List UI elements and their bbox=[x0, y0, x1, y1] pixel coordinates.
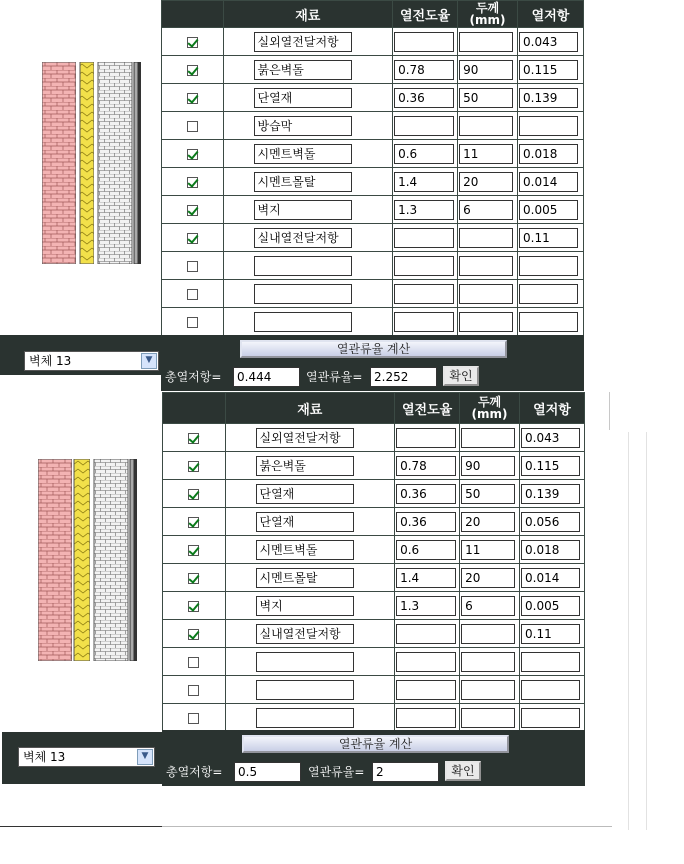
thickness-field-cell bbox=[458, 308, 518, 336]
resistance-field-cell bbox=[518, 224, 584, 252]
checkbox-cell bbox=[163, 648, 226, 676]
conductivity-field-cell bbox=[393, 84, 458, 112]
thickness-field-cell bbox=[458, 140, 518, 168]
thickness-field-cell bbox=[458, 224, 518, 252]
header-thickness-unit: (mm) bbox=[469, 13, 506, 27]
conductivity-field[interactable]: 0.36 bbox=[396, 512, 456, 532]
table-row bbox=[163, 508, 585, 536]
confirm-button[interactable]: 확인 bbox=[443, 366, 479, 386]
wall-layers-graphic bbox=[38, 459, 142, 661]
checkbox-cell bbox=[162, 84, 224, 112]
table-row bbox=[163, 536, 585, 564]
header-check bbox=[163, 393, 226, 424]
material-field-cell bbox=[225, 564, 395, 592]
resistance-field[interactable]: 0.018 bbox=[519, 144, 578, 164]
resistance-field[interactable]: 0.043 bbox=[519, 32, 578, 52]
thickness-field[interactable]: 20 bbox=[461, 568, 515, 588]
checkbox-cell bbox=[163, 620, 226, 648]
resistance-field-cell bbox=[518, 252, 584, 280]
resistance-field-cell bbox=[520, 480, 585, 508]
resistance-field-cell bbox=[518, 56, 584, 84]
thickness-field-cell bbox=[458, 196, 518, 224]
table-row bbox=[162, 56, 584, 84]
material-field[interactable]: 시멘트몰탈 bbox=[256, 568, 354, 588]
table-row bbox=[162, 28, 584, 56]
resistance-field[interactable]: 0.115 bbox=[521, 456, 580, 476]
resistance-field[interactable] bbox=[521, 708, 580, 728]
layer-checkbox[interactable] bbox=[188, 713, 199, 724]
layer-checkbox[interactable] bbox=[188, 601, 199, 612]
table-row bbox=[163, 480, 585, 508]
conductivity-field[interactable] bbox=[396, 680, 456, 700]
thickness-field-cell bbox=[460, 676, 520, 704]
table-header-row bbox=[162, 1, 584, 28]
conductivity-field-cell bbox=[393, 308, 458, 336]
table-row bbox=[163, 424, 585, 452]
thickness-field[interactable] bbox=[459, 32, 513, 52]
material-field-cell bbox=[225, 648, 395, 676]
conductivity-field-cell bbox=[393, 112, 458, 140]
u-value-field[interactable]: 2 bbox=[372, 762, 439, 782]
conductivity-field-cell bbox=[393, 224, 458, 252]
resistance-field[interactable]: 0.014 bbox=[519, 172, 578, 192]
thickness-field[interactable]: 20 bbox=[461, 512, 515, 532]
material-field[interactable]: 벽지 bbox=[254, 200, 352, 220]
checkbox-cell bbox=[163, 676, 226, 704]
conductivity-field[interactable] bbox=[396, 652, 456, 672]
conductivity-field[interactable] bbox=[396, 708, 456, 728]
conductivity-field[interactable]: 1.3 bbox=[396, 596, 456, 616]
resistance-field-cell bbox=[518, 112, 584, 140]
material-field[interactable]: 단열재 bbox=[256, 512, 354, 532]
layer-checkbox[interactable] bbox=[187, 317, 198, 328]
checkbox-cell bbox=[162, 280, 224, 308]
conductivity-field-cell bbox=[393, 196, 458, 224]
resistance-field[interactable]: 0.115 bbox=[519, 60, 578, 80]
layer-checkbox[interactable] bbox=[187, 65, 198, 76]
material-field-cell bbox=[223, 140, 393, 168]
layer-checkbox[interactable] bbox=[188, 629, 199, 640]
wall-layers-graphic bbox=[42, 62, 146, 264]
resistance-field-cell bbox=[520, 452, 585, 480]
checkbox-cell bbox=[162, 196, 224, 224]
resistance-field-cell bbox=[518, 168, 584, 196]
chevron-down-icon[interactable]: ▼ bbox=[141, 353, 157, 369]
conductivity-field-cell bbox=[395, 620, 460, 648]
material-field[interactable]: 단열재 bbox=[256, 484, 354, 504]
checkbox-cell bbox=[162, 28, 224, 56]
layer-checkbox[interactable] bbox=[187, 37, 198, 48]
wall-type-select[interactable] bbox=[18, 747, 155, 767]
layer-checkbox[interactable] bbox=[187, 121, 198, 132]
material-field[interactable]: 실내열전달저항 bbox=[256, 624, 354, 644]
resistance-field-cell bbox=[520, 508, 585, 536]
conductivity-field-cell bbox=[393, 168, 458, 196]
conductivity-field-cell bbox=[393, 28, 458, 56]
resistance-field[interactable]: 0.005 bbox=[521, 596, 580, 616]
checkbox-cell bbox=[162, 56, 224, 84]
material-field-cell bbox=[223, 56, 393, 84]
conductivity-field-cell bbox=[393, 140, 458, 168]
material-field-cell bbox=[223, 84, 393, 112]
conductivity-field[interactable] bbox=[394, 312, 454, 332]
conductivity-field[interactable]: 0.36 bbox=[396, 484, 456, 504]
table-row bbox=[163, 676, 585, 704]
thickness-field-cell bbox=[458, 168, 518, 196]
material-field[interactable]: 붉은벽돌 bbox=[254, 60, 352, 80]
resistance-field-cell bbox=[520, 424, 585, 452]
u-value-label: 열관류율= bbox=[306, 370, 363, 384]
resistance-field[interactable]: 0.043 bbox=[521, 428, 580, 448]
thickness-field[interactable]: 50 bbox=[461, 484, 515, 504]
resistance-field[interactable]: 0.11 bbox=[519, 228, 578, 248]
header-thickness-label: 두께 bbox=[475, 1, 500, 15]
resistance-field-cell bbox=[520, 676, 585, 704]
conductivity-field-cell bbox=[395, 564, 460, 592]
checkbox-cell bbox=[163, 508, 226, 536]
u-value-label: 열관류율= bbox=[308, 765, 365, 779]
checkbox-cell bbox=[162, 168, 224, 196]
header-thickness-label: 두께 bbox=[477, 395, 502, 409]
resistance-field-cell bbox=[520, 592, 585, 620]
layer-checkbox[interactable] bbox=[188, 433, 199, 444]
thickness-field[interactable]: 20 bbox=[459, 172, 513, 192]
conductivity-field[interactable]: 0.78 bbox=[394, 60, 454, 80]
resistance-field[interactable]: 0.139 bbox=[519, 88, 578, 108]
layer-checkbox[interactable] bbox=[188, 517, 199, 528]
header-check bbox=[162, 1, 224, 28]
material-field-cell bbox=[225, 676, 395, 704]
material-field[interactable] bbox=[256, 680, 354, 700]
conductivity-field-cell bbox=[395, 536, 460, 564]
material-field-cell bbox=[225, 452, 395, 480]
layer-checkbox[interactable] bbox=[188, 461, 199, 472]
material-field-cell bbox=[225, 592, 395, 620]
calc-u-value-button[interactable]: 열관류율 계산 bbox=[242, 735, 509, 753]
conductivity-field-cell bbox=[395, 592, 460, 620]
layer-checkbox[interactable] bbox=[188, 489, 199, 500]
resistance-field-cell bbox=[518, 308, 584, 336]
resistance-field[interactable] bbox=[519, 284, 578, 304]
layer-checkbox[interactable] bbox=[188, 657, 199, 668]
layer-table-2 bbox=[162, 392, 585, 732]
checkbox-cell bbox=[163, 704, 226, 732]
conductivity-field[interactable] bbox=[394, 228, 454, 248]
thickness-field[interactable] bbox=[459, 312, 513, 332]
thickness-field[interactable] bbox=[461, 624, 515, 644]
conductivity-field-cell bbox=[395, 452, 460, 480]
material-field-cell bbox=[225, 620, 395, 648]
header-material: 재료 bbox=[223, 1, 393, 28]
thickness-field[interactable]: 50 bbox=[459, 88, 513, 108]
thickness-field[interactable]: 90 bbox=[459, 60, 513, 80]
checkbox-cell bbox=[163, 592, 226, 620]
checkbox-cell bbox=[163, 480, 226, 508]
table-header-row bbox=[163, 393, 585, 424]
conductivity-field-cell bbox=[393, 252, 458, 280]
conductivity-field[interactable]: 1.4 bbox=[396, 568, 456, 588]
resistance-field-cell bbox=[520, 648, 585, 676]
header-material: 재료 bbox=[225, 393, 395, 424]
total-resistance-field[interactable]: 0.444 bbox=[233, 367, 300, 387]
resistance-field-cell bbox=[518, 84, 584, 112]
resistance-field-cell bbox=[518, 196, 584, 224]
table-row bbox=[163, 620, 585, 648]
header-resistance: 열저항 bbox=[518, 1, 584, 28]
total-resistance-label: 총열저항= bbox=[166, 765, 223, 779]
thickness-field-cell bbox=[460, 480, 520, 508]
total-resistance-field[interactable]: 0.5 bbox=[234, 762, 301, 782]
thickness-field-cell bbox=[458, 56, 518, 84]
conductivity-field-cell bbox=[393, 280, 458, 308]
layer-checkbox[interactable] bbox=[188, 573, 199, 584]
table-row bbox=[162, 196, 584, 224]
resistance-field-cell bbox=[520, 620, 585, 648]
resistance-field-cell bbox=[520, 564, 585, 592]
resistance-field-cell bbox=[520, 536, 585, 564]
table-row bbox=[162, 308, 584, 336]
resistance-field[interactable]: 0.11 bbox=[521, 624, 580, 644]
material-field[interactable] bbox=[254, 312, 352, 332]
resistance-field[interactable]: 0.005 bbox=[519, 200, 578, 220]
material-field-cell bbox=[223, 112, 393, 140]
table-row bbox=[163, 564, 585, 592]
material-field-cell bbox=[223, 308, 393, 336]
table-row bbox=[162, 252, 584, 280]
wall-type-select-value: 벽체 13 bbox=[29, 354, 72, 368]
resistance-field[interactable] bbox=[519, 116, 578, 136]
layer-checkbox[interactable] bbox=[187, 149, 198, 160]
checkbox-cell bbox=[163, 536, 226, 564]
thickness-field-cell bbox=[460, 704, 520, 732]
thickness-field[interactable] bbox=[459, 228, 513, 248]
material-field[interactable]: 시멘트몰탈 bbox=[254, 172, 352, 192]
conductivity-field-cell bbox=[395, 480, 460, 508]
checkbox-cell bbox=[163, 424, 226, 452]
conductivity-field[interactable]: 1.3 bbox=[394, 200, 454, 220]
conductivity-field[interactable] bbox=[396, 624, 456, 644]
u-value-field[interactable]: 2.252 bbox=[370, 367, 437, 387]
thickness-field[interactable]: 6 bbox=[459, 200, 513, 220]
layer-checkbox[interactable] bbox=[187, 261, 198, 272]
wall-type-select[interactable] bbox=[24, 351, 159, 371]
table-row bbox=[162, 280, 584, 308]
material-field-cell bbox=[223, 196, 393, 224]
table-row bbox=[162, 140, 584, 168]
thickness-field[interactable] bbox=[461, 680, 515, 700]
conductivity-field[interactable]: 0.6 bbox=[396, 540, 456, 560]
table-row bbox=[162, 112, 584, 140]
thickness-field-cell bbox=[458, 84, 518, 112]
thickness-field-cell bbox=[458, 112, 518, 140]
conductivity-field[interactable]: 0.78 bbox=[396, 456, 456, 476]
chevron-down-icon[interactable]: ▼ bbox=[137, 749, 153, 765]
thickness-field-cell bbox=[460, 508, 520, 536]
material-field[interactable]: 시멘트벽돌 bbox=[256, 540, 354, 560]
table-row bbox=[162, 224, 584, 252]
thickness-field-cell bbox=[458, 252, 518, 280]
material-field[interactable] bbox=[256, 652, 354, 672]
table-row bbox=[163, 592, 585, 620]
thickness-field-cell bbox=[458, 280, 518, 308]
resistance-field[interactable] bbox=[519, 256, 578, 276]
thickness-field[interactable]: 6 bbox=[461, 596, 515, 616]
material-field-cell bbox=[223, 168, 393, 196]
material-field-cell bbox=[223, 252, 393, 280]
resistance-field[interactable]: 0.056 bbox=[521, 512, 580, 532]
conductivity-field-cell bbox=[395, 508, 460, 536]
wall-type-select-value: 벽체 13 bbox=[23, 750, 66, 764]
material-field[interactable] bbox=[256, 708, 354, 728]
conductivity-field[interactable] bbox=[394, 116, 454, 136]
calc-u-value-button[interactable]: 열관류율 계산 bbox=[240, 340, 507, 358]
material-field[interactable]: 실외열전달저항 bbox=[254, 32, 352, 52]
resistance-field[interactable] bbox=[519, 312, 578, 332]
conductivity-field[interactable] bbox=[394, 32, 454, 52]
layer-checkbox[interactable] bbox=[188, 545, 199, 556]
thickness-field[interactable]: 11 bbox=[459, 144, 513, 164]
conductivity-field[interactable]: 0.36 bbox=[394, 88, 454, 108]
layer-checkbox[interactable] bbox=[188, 685, 199, 696]
material-field-cell bbox=[225, 704, 395, 732]
conductivity-field-cell bbox=[395, 648, 460, 676]
checkbox-cell bbox=[163, 452, 226, 480]
thickness-field-cell bbox=[458, 28, 518, 56]
layer-table-1 bbox=[161, 0, 584, 336]
wall-section-diagram-1 bbox=[42, 62, 146, 264]
layer-checkbox[interactable] bbox=[187, 177, 198, 188]
material-field[interactable]: 벽지 bbox=[256, 596, 354, 616]
resistance-field-cell bbox=[518, 28, 584, 56]
material-field-cell bbox=[223, 224, 393, 252]
material-field-cell bbox=[225, 480, 395, 508]
resistance-field-cell bbox=[518, 280, 584, 308]
conductivity-field-cell bbox=[393, 56, 458, 84]
bottom-rule bbox=[0, 826, 162, 827]
resistance-field-cell bbox=[520, 704, 585, 732]
conductivity-field[interactable] bbox=[394, 284, 454, 304]
confirm-button[interactable]: 확인 bbox=[445, 761, 481, 781]
conductivity-field[interactable] bbox=[396, 428, 456, 448]
resistance-field[interactable] bbox=[521, 652, 580, 672]
material-field-cell bbox=[225, 536, 395, 564]
checkbox-cell bbox=[162, 308, 224, 336]
material-field[interactable]: 단열재 bbox=[254, 88, 352, 108]
checkbox-cell bbox=[162, 224, 224, 252]
total-resistance-label: 총열저항= bbox=[165, 370, 222, 384]
material-field[interactable] bbox=[254, 284, 352, 304]
thickness-field-cell bbox=[460, 536, 520, 564]
thickness-field-cell bbox=[460, 592, 520, 620]
thickness-field[interactable] bbox=[459, 116, 513, 136]
conductivity-field[interactable] bbox=[394, 256, 454, 276]
thickness-field[interactable]: 90 bbox=[461, 456, 515, 476]
material-field[interactable]: 시멘트벽돌 bbox=[254, 144, 352, 164]
header-conductivity: 열전도율 bbox=[395, 393, 460, 424]
resistance-field[interactable]: 0.014 bbox=[521, 568, 580, 588]
material-field-cell bbox=[223, 28, 393, 56]
thickness-field[interactable] bbox=[461, 708, 515, 728]
header-thickness-unit: (mm) bbox=[471, 407, 508, 421]
header-resistance: 열저항 bbox=[520, 393, 585, 424]
material-field[interactable]: 붉은벽돌 bbox=[256, 456, 354, 476]
table-row bbox=[163, 648, 585, 676]
material-field-cell bbox=[225, 508, 395, 536]
thickness-field[interactable] bbox=[461, 652, 515, 672]
thickness-field[interactable] bbox=[461, 428, 515, 448]
layer-checkbox[interactable] bbox=[187, 289, 198, 300]
resistance-field[interactable]: 0.139 bbox=[521, 484, 580, 504]
header-thickness bbox=[458, 1, 518, 28]
material-field[interactable]: 방습막 bbox=[254, 116, 352, 136]
conductivity-field[interactable]: 0.6 bbox=[394, 144, 454, 164]
resistance-field[interactable]: 0.018 bbox=[521, 540, 580, 560]
wall-section-diagram-2 bbox=[38, 459, 142, 661]
thickness-field[interactable]: 11 bbox=[461, 540, 515, 560]
thickness-field-cell bbox=[460, 620, 520, 648]
checkbox-cell bbox=[162, 112, 224, 140]
material-field-cell bbox=[225, 424, 395, 452]
layer-checkbox[interactable] bbox=[187, 93, 198, 104]
conductivity-field[interactable]: 1.4 bbox=[394, 172, 454, 192]
conductivity-field-cell bbox=[395, 676, 460, 704]
conductivity-field-cell bbox=[395, 704, 460, 732]
thickness-field-cell bbox=[460, 424, 520, 452]
header-thickness bbox=[460, 393, 520, 424]
bottom-rule-light bbox=[162, 826, 612, 827]
resistance-field[interactable] bbox=[521, 680, 580, 700]
thickness-field-cell bbox=[460, 648, 520, 676]
header-conductivity: 열전도율 bbox=[393, 1, 458, 28]
material-field[interactable]: 실외열전달저항 bbox=[256, 428, 354, 448]
thickness-field[interactable] bbox=[459, 284, 513, 304]
layer-checkbox[interactable] bbox=[187, 233, 198, 244]
material-field[interactable] bbox=[254, 256, 352, 276]
resistance-field-cell bbox=[518, 140, 584, 168]
table-row bbox=[162, 168, 584, 196]
divider-line bbox=[628, 432, 629, 830]
thickness-field-cell bbox=[460, 564, 520, 592]
divider-line bbox=[646, 432, 647, 830]
checkbox-cell bbox=[162, 140, 224, 168]
thickness-field-cell bbox=[460, 452, 520, 480]
checkbox-cell bbox=[163, 564, 226, 592]
checkbox-cell bbox=[162, 252, 224, 280]
table-row bbox=[162, 84, 584, 112]
material-field[interactable]: 실내열전달저항 bbox=[254, 228, 352, 248]
conductivity-field-cell bbox=[395, 424, 460, 452]
table-row bbox=[163, 704, 585, 732]
layer-checkbox[interactable] bbox=[187, 205, 198, 216]
material-field-cell bbox=[223, 280, 393, 308]
divider-line bbox=[609, 392, 610, 430]
thickness-field[interactable] bbox=[459, 256, 513, 276]
table-row bbox=[163, 452, 585, 480]
